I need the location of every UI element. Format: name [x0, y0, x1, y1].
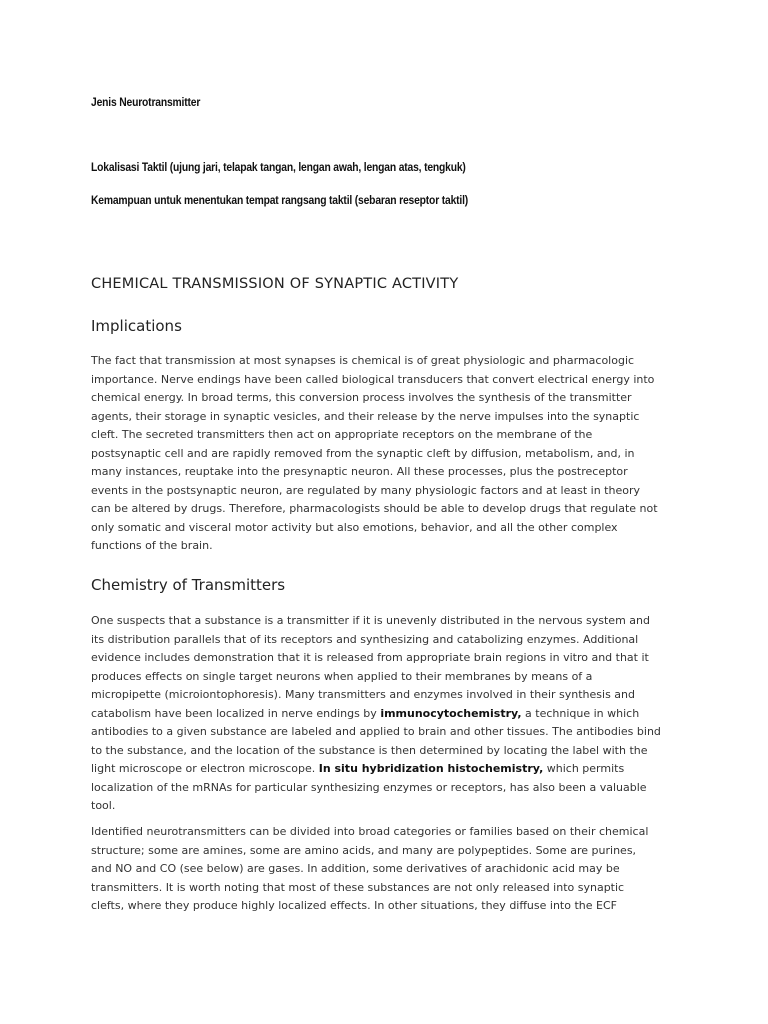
text-line — [91, 389, 683, 408]
text-run: functions of the brain. — [91, 539, 213, 552]
section-heading-implications: Implications — [91, 317, 182, 335]
text-run: antibodies to a given substance are labeled and applied to brain and other tissues. The antibodies bind — [91, 725, 661, 738]
text-run: localization of the mRNAs for particular synthesizing enzymes or receptors, has also been a valuable — [91, 780, 647, 794]
text-run: can be altered by drugs. Therefore, pharmacologists should be able to develop drugs that regulate not — [91, 502, 658, 515]
text-line — [91, 742, 683, 761]
text-line — [91, 897, 683, 916]
short-line-kemampuan: Kemampuan untuk menentukan tempat rangsang taktil (sebaran reseptor taktil) — [91, 193, 469, 207]
text-run: micropipette (microiontophoresis). Many transmitters and enzymes involved in their synthesis and — [91, 688, 636, 701]
text-run: produces effects on single target neurons when applied to their membranes by means of a — [91, 669, 593, 683]
text-line — [91, 668, 683, 687]
text-line — [91, 705, 683, 724]
short-line-jenis: Jenis Neurotransmitter — [91, 95, 201, 109]
text-line — [91, 482, 683, 501]
text-line — [91, 408, 683, 427]
text-line — [91, 842, 683, 861]
text-run: importance. Nerve endings have been called biological transducers that convert electrical energy into — [91, 372, 655, 386]
text-run: clefts, where they produce highly localized effects. In other situations, they diffuse into the ECF — [91, 899, 617, 912]
text-run: tool. — [91, 799, 116, 812]
paragraph-implications — [91, 352, 683, 556]
text-run: One suspects that a substance is a transmitter if it is unevenly distributed in the nervous system and — [91, 614, 650, 627]
text-run: agents, their storage in synaptic vesicles, and their release by the nerve impulses into the synaptic — [91, 409, 640, 423]
text-run: light microscope or electron microscope. — [91, 762, 319, 775]
text-line — [91, 823, 683, 842]
text-line — [91, 631, 683, 650]
text-line — [91, 686, 683, 705]
text-run: The fact that transmission at most synapses is chemical is of great physiologic and pharmacologic — [91, 354, 635, 367]
text-line — [91, 537, 683, 556]
text-line — [91, 371, 683, 390]
bold-term-immunocytochemistry: immunocytochemistry, — [380, 706, 522, 720]
text-line — [91, 649, 683, 668]
text-run: structure; some are amines, some are amino acids, and many are polypeptides. Some are purines, — [91, 843, 637, 857]
text-line — [91, 426, 683, 445]
text-line — [91, 463, 683, 482]
text-line — [91, 760, 683, 779]
short-line-lokalisasi: Lokalisasi Taktil (ujung jari, telapak tangan, lengan awah, lengan atas, tengkuk) — [91, 160, 466, 174]
text-line — [91, 797, 683, 816]
text-run: transmitters. It is worth noting that most of these substances are not only released into synaptic — [91, 880, 625, 894]
text-line — [91, 519, 683, 538]
text-run: a technique in which — [521, 706, 640, 720]
text-run: which permits — [543, 762, 625, 775]
text-line — [91, 779, 683, 798]
text-line — [91, 445, 683, 464]
main-title: CHEMICAL TRANSMISSION OF SYNAPTIC ACTIVITY — [91, 276, 459, 292]
section-heading-chemistry: Chemistry of Transmitters — [91, 576, 286, 594]
bold-term-in-situ-hybridization: In situ hybridization histochemistry, — [318, 762, 544, 775]
text-run: to the substance, and the location of the substance is then determined by locating the label with the — [91, 743, 648, 757]
text-line — [91, 723, 683, 742]
text-run: chemical energy. In broad terms, this conversion process involves the synthesis of the transmitter — [91, 391, 632, 404]
paragraph-chemistry-1 — [91, 612, 683, 816]
text-run: evidence includes demonstration that it is released from appropriate brain regions in vitro and that it — [91, 651, 649, 664]
paragraph-chemistry-2 — [91, 823, 683, 916]
text-line — [91, 500, 683, 519]
text-run: only somatic and visceral motor activity but also emotions, behavior, and all the other complex — [91, 520, 618, 534]
text-run: postsynaptic cell and are rapidly removed from the synaptic cleft by diffusion, metabolism, and, in — [91, 446, 635, 460]
text-line — [91, 879, 683, 898]
text-line — [91, 612, 683, 631]
text-run: many instances, reuptake into the presynaptic neuron. All these processes, plus the postreceptor — [91, 465, 628, 478]
text-run: events in the postsynaptic neuron, are regulated by many physiologic factors and at least in theory — [91, 483, 640, 497]
text-line — [91, 860, 683, 879]
text-run: Identified neurotransmitters can be divided into broad categories or families based on their chemical — [91, 825, 649, 838]
text-run: and NO and CO (see below) are gases. In addition, some derivatives of arachidonic acid may be — [91, 862, 620, 875]
text-run: its distribution parallels that of its receptors and synthesizing and catabolizing enzymes. Additional — [91, 632, 639, 646]
text-run: catabolism have been localized in nerve endings by — [91, 706, 381, 720]
text-line — [91, 352, 683, 371]
text-run: cleft. The secreted transmitters then act on appropriate receptors on the membrane of the — [91, 428, 593, 441]
